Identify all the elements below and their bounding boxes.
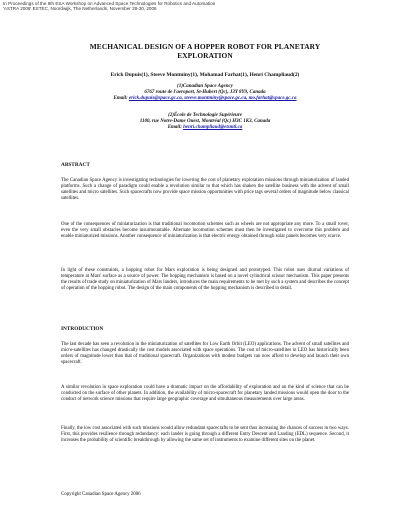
email-label: Email: xyxy=(113,96,128,102)
affiliation-email xyxy=(30,96,380,102)
introduction-paragraph-1: The last decade has seen a revolution in the miniaturization of satellites for Low Earth Orbit (LEO) applications. The advent of small satellites and micro-satellites has changed drastically the cost models associated with space operations. The cost of micro-satellites in LEO has historically been orders of magnitude lower than that of traditional spacecraft. Organizations with modest budgets can now afford to develop and launch their own spacecraft. xyxy=(61,342,349,366)
abstract-paragraph-3: In light of these constraints, a hopping robot for Mars exploration is being designed and prototyped. This robot uses diurnal variations of temperature at Mars' surface as a source of power. The hopping mechanism is based on a novel cylindrical scissor mechanism. This paper presents the results of trade study on miniaturization of Mars landers, introduces the main requirements to be met by such a system and describes the concept of operation of the hopping robot. The design of the main components of the hopping mechanism is described in detail. xyxy=(61,268,349,292)
affiliation-ets xyxy=(30,113,380,132)
email-label: Email: xyxy=(167,125,182,131)
affiliation-address: 1100, rue Notre-Dame Ouest, Montréal (Qc) H3C 1K3, Canada xyxy=(139,119,271,125)
paper-title xyxy=(40,42,370,60)
introduction-heading: INTRODUCTION xyxy=(61,326,104,332)
email-link[interactable]: henri.champliaud@etsmtl.ca xyxy=(183,125,243,131)
affiliation-address: 6767 route de l'aeroport, St-Hubert (Qc), J3Y 8Y9, Canada xyxy=(144,90,266,96)
author-list: Erick Dupuis(1), Steeve Montminy(1), Mohamad Farhat(1), Henri Champliaud(2) xyxy=(110,72,300,78)
abstract-paragraph-1: The Canadian Space Agency is investigating technologies for lowering the cost of planetary exploration missions through miniaturization of landed platforms. Such a change of paradigm could enable a revolution similar to that which has shaken the satellite business with the advent of small satellites and micro satellites. Such spacecrafts now provide space mission opportunities with price tags several orders of magnitude below classical satellites. xyxy=(61,178,349,202)
affiliation-name: (2)École de Technologie Supérieure xyxy=(168,113,242,118)
affiliation-name: (1)Canadian Space Agency xyxy=(177,84,233,89)
abstract-heading: ABSTRACT xyxy=(61,162,90,168)
affiliation-email xyxy=(30,125,380,131)
affiliation-csa xyxy=(30,84,380,103)
introduction-paragraph-3: Finally, the low cost associated with such missions would allow redundant spacecrafts to be sent thus increasing the chances of success in two ways. First, this provides resilience through redundancy: each lander is going through a different Entry Descent and Landing (EDL) sequence. Second, it increases the probability of scientific breakthrough by allowing the same set of instruments to examine different sites on the planet. xyxy=(61,426,349,444)
proceedings-header xyxy=(3,1,303,11)
paper-title-line-1: MECHANICAL DESIGN OF A HOPPER ROBOT FOR PLANETARY xyxy=(89,42,321,51)
abstract-paragraph-2: One of the consequences of miniaturization is that traditional locomotion schemes such as wheels are not appropriate any more. To a small rover, even the very small obstacles become insurmountable. Alternate locomotion schemes must then be investigated to overcome this problem and enable miniaturized missions. Another consequence of miniaturization is that electric energy obtained through solar panels becomes very scarce. xyxy=(61,222,349,240)
email-link[interactable]: erick.dupuis@space.gc.ca, steeve.montminy@space.gc.ca, mo.farhat@space.gc.ca xyxy=(128,96,297,102)
copyright-notice: Copyright Canadian Space Agency 2006 xyxy=(61,492,141,497)
paper-title-line-2: EXPLORATION xyxy=(177,51,233,60)
proceedings-line-1: In Proceedings of the 9th ESA Workshop on Advanced Space Technologies for Robotics and Automation xyxy=(3,1,216,6)
proceedings-line-2: 'ASTRA 2006' ESTEC, Noordwijk, The Netherlands, November 28-30, 2006 xyxy=(3,6,157,12)
introduction-paragraph-2: A similar revolution in space exploration could have a dramatic impact on the affordability of exploration and on the kind of science that can be conducted on the surface of other planets. In addition, the availability of micro-spacecraft for planetary landed missions would open the door to the conduct of network science missions that require large geographic coverage and simultaneous measurements over large areas. xyxy=(61,385,349,403)
